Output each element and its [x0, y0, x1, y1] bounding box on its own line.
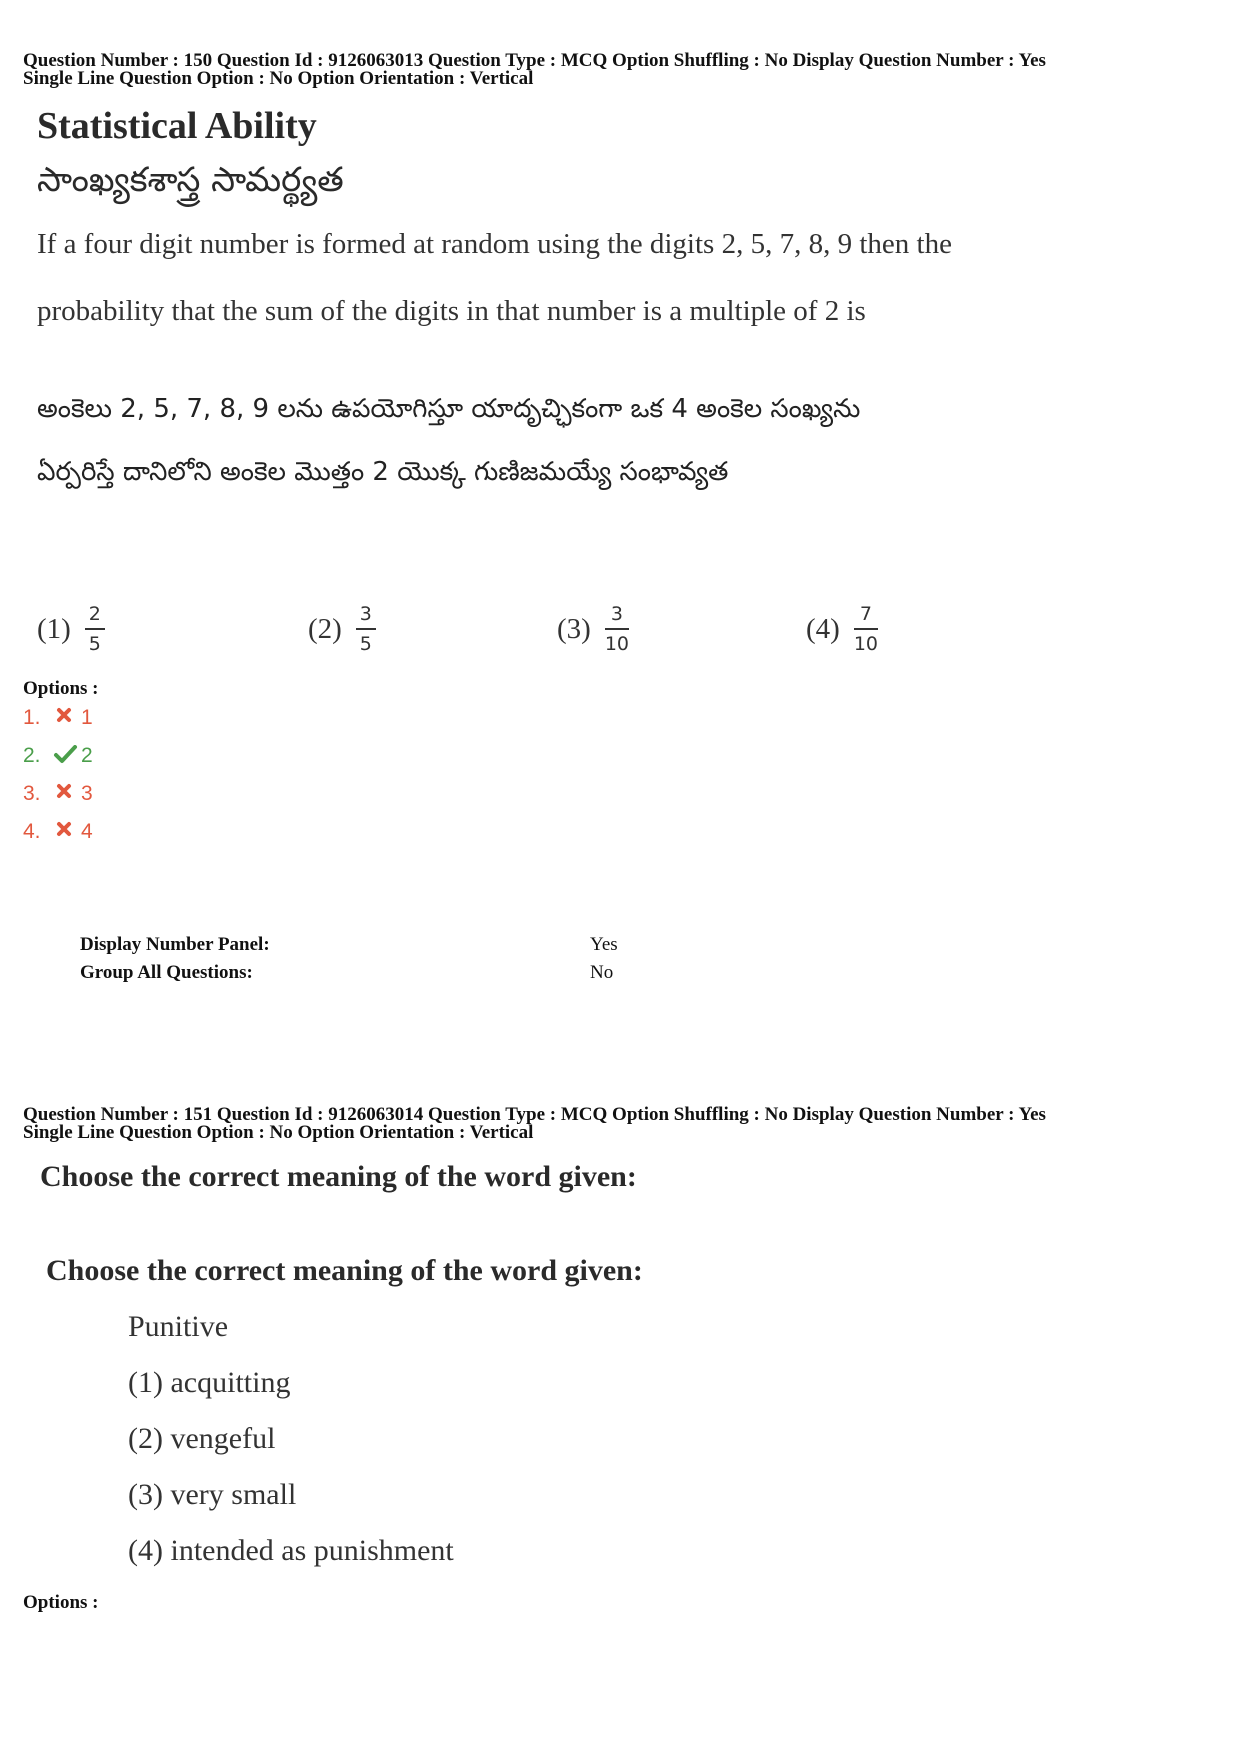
question-meta-line-1: Question Number : 150 Question Id : 9126063013 Question Type : MCQ Option Shuffling : No Display Question Number : Yes [23, 50, 1046, 71]
question-text-en-line-1: If a four digit number is formed at random using the digits 2, 5, 7, 8, 9 then the [37, 228, 952, 260]
fraction-bar [356, 628, 376, 630]
display-number-panel-value: Yes [590, 934, 618, 955]
fraction-bar [854, 628, 878, 630]
options-label: Options : [23, 1592, 99, 1613]
cross-icon [53, 783, 79, 805]
fraction-denominator: 5 [359, 633, 372, 655]
fraction [356, 603, 376, 655]
question-meta-line-2: Single Line Question Option : No Option Orientation : Vertical [23, 1122, 534, 1143]
answer-option-3 [23, 782, 93, 806]
fraction [854, 603, 878, 655]
fraction-numerator: 3 [359, 603, 372, 625]
question-text-en-line-2: probability that the sum of the digits in that number is a multiple of 2 is [37, 295, 866, 327]
answer-index: 4. [23, 820, 41, 843]
mc-choice-4 [806, 603, 878, 655]
cross-icon [53, 821, 79, 843]
answer-option-1 [23, 706, 93, 730]
choice-label: (3) [557, 612, 591, 645]
question-text-te-line-1: అంకెలు 2, 5, 7, 8, 9 లను ఉపయోగిస్తూ యాదృచ్ఛికంగా ఒక 4 అంకెల సంఖ్యను [37, 394, 861, 424]
section-title: Statistical Ability [37, 105, 317, 147]
fraction-numerator: 2 [88, 603, 101, 625]
answer-value: 3 [81, 782, 93, 805]
question-word: Punitive [128, 1310, 229, 1343]
choice-label: (2) [308, 612, 342, 645]
mc-choice-2 [308, 603, 376, 655]
fraction-bar [605, 628, 629, 630]
fraction-denominator: 10 [853, 633, 879, 655]
answer-value: 1 [81, 706, 93, 729]
answer-option-2 [23, 744, 93, 768]
word-choice-2: (2) vengeful [128, 1422, 276, 1455]
answer-value: 4 [81, 820, 93, 843]
word-choice-3: (3) very small [128, 1478, 297, 1511]
word-choice-4: (4) intended as punishment [128, 1534, 454, 1567]
fraction [605, 603, 629, 655]
fraction-denominator: 5 [88, 633, 101, 655]
answer-index: 3. [23, 782, 41, 805]
fraction-bar [85, 628, 105, 630]
choice-label: (4) [806, 612, 840, 645]
answer-index: 2. [23, 744, 41, 767]
cross-icon [53, 707, 79, 729]
group-all-questions-value: No [590, 962, 614, 983]
answer-value: 2 [81, 744, 93, 767]
section-title-telugu: సాంఖ్యకశాస్త్ర సామర్థ్యత [37, 160, 344, 200]
choice-label: (1) [37, 612, 71, 645]
options-label: Options : [23, 678, 99, 699]
fraction [85, 603, 105, 655]
question-meta-line-1: Question Number : 151 Question Id : 9126063014 Question Type : MCQ Option Shuffling : No Display Question Number : Yes [23, 1104, 1046, 1125]
fraction-denominator: 10 [604, 633, 630, 655]
word-choice-1: (1) acquitting [128, 1366, 291, 1399]
mc-choice-1 [37, 603, 105, 655]
question-heading-image: Choose the correct meaning of the word given: [46, 1254, 643, 1287]
group-all-questions-label: Group All Questions: [80, 962, 253, 983]
question-meta-line-2: Single Line Question Option : No Option Orientation : Vertical [23, 68, 534, 89]
mc-choice-3 [557, 603, 629, 655]
check-icon [53, 745, 79, 767]
display-number-panel-label: Display Number Panel: [80, 934, 270, 955]
fraction-numerator: 3 [610, 603, 623, 625]
question-heading: Choose the correct meaning of the word given: [40, 1160, 637, 1193]
fraction-numerator: 7 [859, 603, 872, 625]
answer-index: 1. [23, 706, 41, 729]
answer-option-4 [23, 820, 93, 844]
question-text-te-line-2: ఏర్పరిస్తే దానిలోని అంకెల మొత్తం 2 యొక్క గుణిజమయ్యే సంభావ్యత [37, 457, 729, 487]
